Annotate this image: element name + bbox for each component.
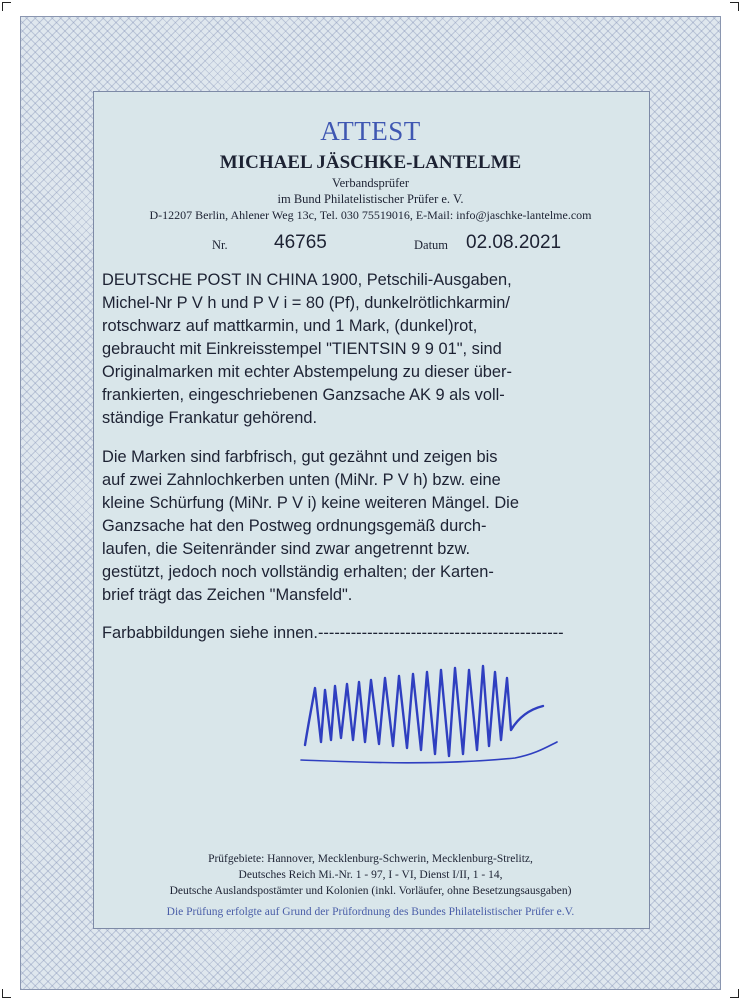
footer-note: Die Prüfung erfolgte auf Grund der Prüfordnung des Bundes Philatelistischer Prüfer e.V. — [166, 906, 575, 918]
certificate-number: 46765 — [274, 232, 327, 253]
body-line: rotschwarz auf mattkarmin, und 1 Mark, (dunkel)rot, — [102, 317, 478, 335]
body-line: DEUTSCHE POST IN CHINA 1900, Petschili-Ausgaben, — [102, 271, 512, 289]
footer-line: Deutsches Reich Mi.-Nr. 1 - 97, I - VI, Dienst I/II, 1 - 14, — [238, 869, 503, 881]
footer-line: Prüfgebiete: Hannover, Mecklenburg-Schwerin, Mecklenburg-Strelitz, — [208, 853, 533, 865]
body-line: gestützt, jedoch noch vollständig erhalten; der Karten- — [102, 563, 494, 581]
examiner-association: im Bund Philatelistischer Prüfer e. V. — [277, 192, 464, 206]
body-line: laufen, die Seitenränder sind zwar angetrennt bzw. — [102, 540, 471, 558]
body-line: gebraucht mit Einkreisstempel "TIENTSIN 9 9 01", sind — [102, 340, 502, 358]
body-line: kleine Schürfung (MiNr. P V i) keine weiteren Mängel. Die — [102, 494, 519, 512]
examiner-role: Verbandsprüfer — [331, 176, 410, 190]
examiner-name: MICHAEL JÄSCHKE-LANTELME — [219, 152, 522, 173]
number-label: Nr. — [212, 238, 228, 252]
certificate-title: ATTEST — [320, 116, 421, 146]
crop-mark-bottom-right — [730, 989, 739, 998]
certificate-date: 02.08.2021 — [466, 232, 562, 253]
date-label: Datum — [414, 238, 449, 252]
examiner-address: D-12207 Berlin, Ahlener Weg 13c, Tel. 030 75519016, E-Mail: info@jaschke-lantelme.com — [149, 208, 592, 222]
body-line: Originalmarken mit echter Abstempelung zu dieser über- — [102, 363, 512, 381]
footer-line: Deutsche Auslandspostämter und Kolonien (inkl. Vorläufer, ohne Besetzungsausgaben) — [169, 885, 572, 897]
body-line: Farbabbildungen siehe innen.--------------------------------------------- — [102, 624, 564, 642]
crop-mark-top-right — [730, 2, 739, 11]
body-line: Michel-Nr P V h und P V i = 80 (Pf), dunkelrötlichkarmin/ — [102, 294, 510, 312]
body-line: Ganzsache hat den Postweg ordnungsgemäß durch- — [102, 517, 487, 535]
body-line: auf zwei Zahnlochkerben unten (MiNr. P V h) bzw. eine — [102, 471, 501, 489]
handwritten-signature — [295, 650, 585, 780]
body-line: frankierten, eingeschriebenen Ganzsache AK 9 als voll- — [102, 386, 505, 404]
body-line: Die Marken sind farbfrisch, gut gezähnt und zeigen bis — [102, 448, 498, 466]
body-line: brief trägt das Zeichen "Mansfeld". — [102, 586, 353, 604]
crop-mark-bottom-left — [2, 989, 11, 998]
body-line: ständige Frankatur gehörend. — [102, 409, 318, 427]
crop-mark-top-left — [2, 2, 11, 11]
